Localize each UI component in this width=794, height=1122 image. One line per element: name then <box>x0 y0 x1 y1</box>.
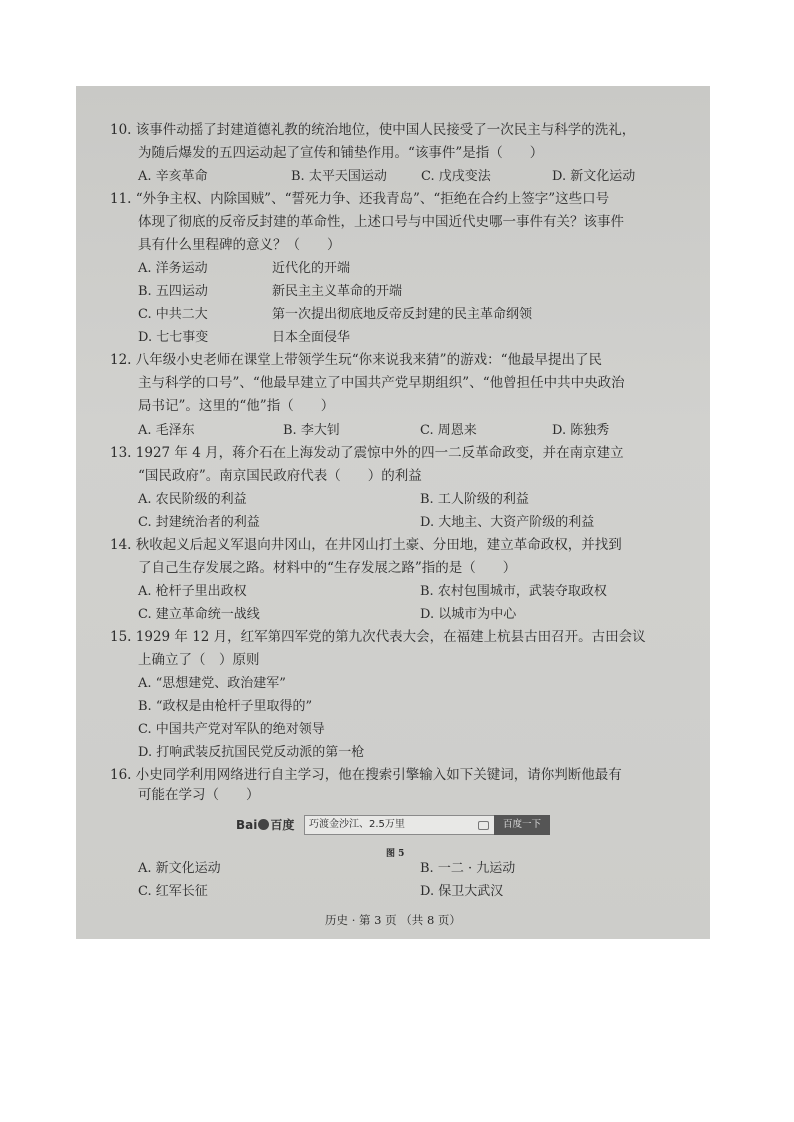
q11-option-d-text: 日本全面侵华 <box>272 330 351 345</box>
q13-option-d: D. 大地主、大资产阶级的利益 <box>420 515 595 530</box>
search-button[interactable]: 百度一下 <box>494 815 550 835</box>
q11-option-c-text: 第一次提出彻底地反帝反封建的民主革命纲领 <box>272 307 533 322</box>
q16-option-c: C. 红军长征 <box>138 884 208 899</box>
q14-option-b: B. 农村包围城市，武装夺取政权 <box>420 584 607 599</box>
q14-line-2: 了自己生存发展之路。材料中的“生存发展之路”指的是（ ） <box>138 560 517 576</box>
q14-option-a: A. 枪杆子里出政权 <box>138 584 247 599</box>
q11-option-a-letter: A. 洋务运动 <box>138 261 208 276</box>
q15-line-2: 上确立了（ ）原则 <box>138 652 260 668</box>
q11-option-b-letter: B. 五四运动 <box>138 284 208 299</box>
page-footer: 历史 · 第 3 页 （共 8 页） <box>325 913 461 927</box>
q16-line-1: 16. 小史同学利用网络进行自主学习，他在搜索引擎输入如下关键词，请你判断他最有 <box>110 767 622 783</box>
camera-icon <box>478 821 489 830</box>
search-figure <box>236 815 551 835</box>
q13-option-b: B. 工人阶级的利益 <box>420 492 529 507</box>
q16-option-d: D. 保卫大武汉 <box>420 884 504 899</box>
q12-line-1: 12. 八年级小史老师在课堂上带领学生玩“你来说我来猜”的游戏：“他最早提出了民 <box>110 352 602 368</box>
q15-option-b: B. “政权是由枪杆子里取得的” <box>138 699 313 714</box>
q16-option-a: A. 新文化运动 <box>138 861 221 876</box>
q14-option-d: D. 以城市为中心 <box>420 607 517 622</box>
q11-line-2: 体现了彻底的反帝反封建的革命性，上述口号与中国近代史哪一事件有关？该事件 <box>138 214 624 230</box>
q15-option-a: A. “思想建党、政治建军” <box>138 676 286 691</box>
q11-line-3: 具有什么里程碑的意义？（ ） <box>138 237 341 253</box>
q12-option-c: C. 周恩来 <box>420 423 477 438</box>
q13-line-1: 13. 1927 年 4 月，蒋介石在上海发动了震惊中外的四一二反革命政变，并在南京建立 <box>110 445 624 461</box>
q10-option-b: B. 太平天国运动 <box>291 169 387 184</box>
q13-line-2: “国民政府”。南京国民政府代表（ ）的利益 <box>138 468 422 484</box>
exam-page-photo <box>76 86 710 939</box>
q11-option-c-letter: C. 中共二大 <box>138 307 208 322</box>
baidu-logo: Bai 百度 <box>236 818 295 832</box>
q10-line-1: 10. 该事件动摇了封建道德礼教的统治地位，使中国人民接受了一次民主与科学的洗礼， <box>110 122 636 138</box>
q15-option-c: C. 中国共产党对军队的绝对领导 <box>138 722 325 737</box>
q15-option-d: D. 打响武装反抗国民党反动派的第一枪 <box>138 745 365 760</box>
search-input[interactable]: 巧渡金沙江、2.5万里 <box>304 815 495 835</box>
q14-line-1: 14. 秋收起义后起义军退向井冈山，在井冈山打土豪、分田地，建立革命政权，并找到 <box>110 537 622 553</box>
q16-line-2: 可能在学习（ ） <box>138 787 260 803</box>
q15-line-1: 15. 1929 年 12 月，红军第四军党的第九次代表大会，在福建上杭县古田召开。古田会议 <box>110 629 646 645</box>
q10-option-d: D. 新文化运动 <box>552 169 636 184</box>
q11-option-a-text: 近代化的开端 <box>272 261 351 276</box>
q12-line-2: 主与科学的口号”、“他最早建立了中国共产党早期组织”、“他曾担任中共中央政治 <box>138 375 625 391</box>
q12-option-d: D. 陈独秀 <box>552 423 610 438</box>
q13-option-c: C. 封建统治者的利益 <box>138 515 260 530</box>
q10-option-a: A. 辛亥革命 <box>138 169 208 184</box>
q10-option-c: C. 戊戌变法 <box>421 169 491 184</box>
q12-option-a: A. 毛泽东 <box>138 423 195 438</box>
paw-icon <box>258 819 269 830</box>
q11-line-1: 11. “外争主权、内除国贼”、“誓死力争、还我青岛”、“拒绝在合约上签字”这些口号 <box>110 191 610 207</box>
q16-option-b: B. 一二 · 九运动 <box>420 861 516 876</box>
q11-option-d-letter: D. 七七事变 <box>138 330 209 345</box>
q12-line-3: 局书记”。这里的“他”指（ ） <box>138 398 335 414</box>
q10-line-2: 为随后爆发的五四运动起了宣传和铺垫作用。“该事件”是指（ ） <box>138 145 544 161</box>
q13-option-a: A. 农民阶级的利益 <box>138 492 247 507</box>
q12-option-b: B. 李大钊 <box>283 423 340 438</box>
q11-option-b-text: 新民主主义革命的开端 <box>272 284 403 299</box>
figure-caption: 图 5 <box>386 849 405 859</box>
q14-option-c: C. 建立革命统一战线 <box>138 607 260 622</box>
